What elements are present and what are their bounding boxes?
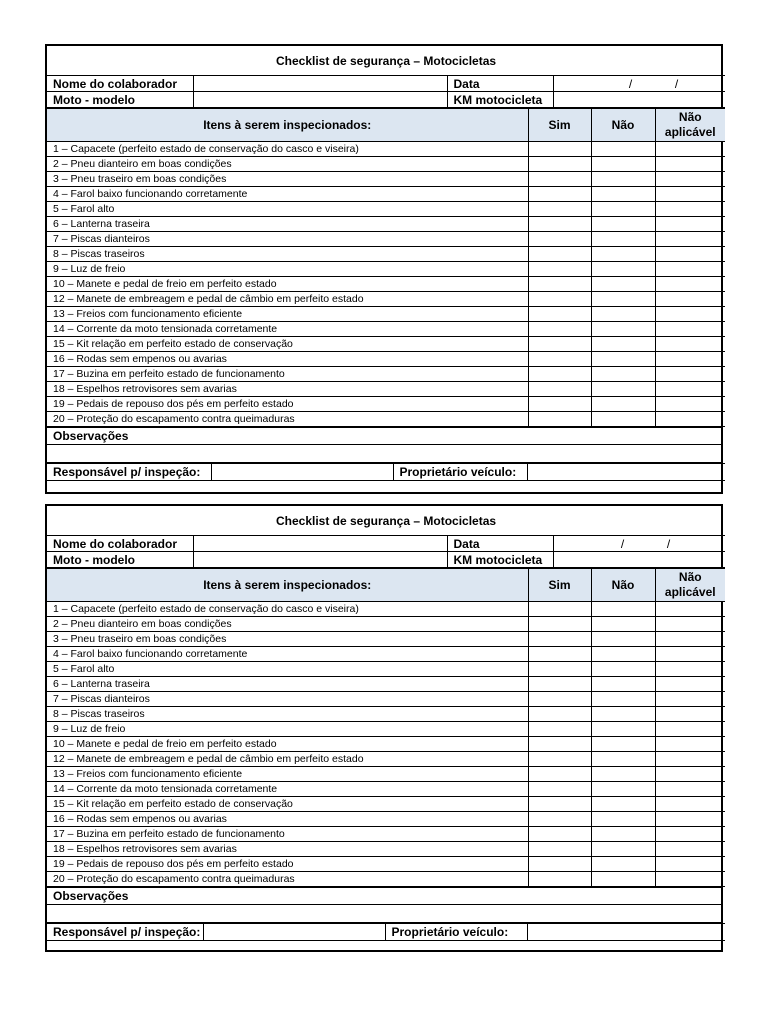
km-label: KM motocicleta	[447, 552, 553, 568]
no-cell[interactable]	[591, 262, 655, 277]
item-label: 1 – Capacete (perfeito estado de conservação do casco e viseira)	[47, 602, 528, 617]
table-row	[47, 307, 725, 322]
table-row	[47, 872, 725, 887]
no-cell[interactable]	[591, 187, 655, 202]
na-cell[interactable]	[655, 382, 725, 397]
na-cell[interactable]	[655, 157, 725, 172]
no-cell[interactable]	[591, 247, 655, 262]
table-row	[47, 632, 725, 647]
item-label: 3 – Pneu traseiro em boas condições	[47, 172, 528, 187]
na-cell[interactable]	[655, 172, 725, 187]
no-cell[interactable]	[591, 722, 655, 737]
na-cell[interactable]	[655, 842, 725, 857]
na-cell[interactable]	[655, 142, 725, 157]
owner-field[interactable]	[527, 464, 725, 481]
no-cell[interactable]	[591, 872, 655, 887]
na-cell[interactable]	[655, 262, 725, 277]
no-cell[interactable]	[591, 172, 655, 187]
table-row	[47, 277, 725, 292]
owner-field[interactable]	[527, 924, 725, 941]
na-cell[interactable]	[655, 367, 725, 382]
model-field[interactable]	[193, 92, 447, 108]
yes-cell[interactable]	[528, 337, 591, 352]
item-label: 12 – Manete de embreagem e pedal de câmbio em perfeito estado	[47, 292, 528, 307]
yes-cell[interactable]	[528, 232, 591, 247]
no-cell[interactable]	[591, 617, 655, 632]
table-row	[47, 337, 725, 352]
no-cell[interactable]	[591, 752, 655, 767]
owner-label: Proprietário veículo:	[393, 464, 527, 481]
date-field[interactable]	[553, 536, 725, 552]
date-label: Data	[447, 76, 553, 92]
yes-cell[interactable]	[528, 217, 591, 232]
na-cell[interactable]	[655, 707, 725, 722]
na-cell[interactable]	[655, 617, 725, 632]
no-cell[interactable]	[591, 397, 655, 412]
item-label: 2 – Pneu dianteiro em boas condições	[47, 617, 528, 632]
item-label: 15 – Kit relação em perfeito estado de conservação	[47, 337, 528, 352]
table-row	[47, 217, 725, 232]
na-header: Não aplicável	[655, 109, 725, 142]
na-cell[interactable]	[655, 752, 725, 767]
checklist-form-1	[45, 44, 723, 494]
yes-cell[interactable]	[528, 307, 591, 322]
yes-cell[interactable]	[528, 827, 591, 842]
table-row	[47, 382, 725, 397]
table-row	[47, 292, 725, 307]
na-cell[interactable]	[655, 337, 725, 352]
item-label: 14 – Corrente da moto tensionada corretamente	[47, 322, 528, 337]
km-field[interactable]	[553, 552, 725, 568]
item-label: 13 – Freios com funcionamento eficiente	[47, 767, 528, 782]
yes-cell[interactable]	[528, 767, 591, 782]
na-cell[interactable]	[655, 857, 725, 872]
item-label: 12 – Manete de embreagem e pedal de câmbio em perfeito estado	[47, 752, 528, 767]
na-cell[interactable]	[655, 397, 725, 412]
no-header: Não	[591, 569, 655, 602]
item-label: 16 – Rodas sem empenos ou avarias	[47, 812, 528, 827]
no-cell[interactable]	[591, 767, 655, 782]
item-label: 16 – Rodas sem empenos ou avarias	[47, 352, 528, 367]
item-label: 10 – Manete e pedal de freio em perfeito estado	[47, 737, 528, 752]
no-cell[interactable]	[591, 217, 655, 232]
yes-cell[interactable]	[528, 782, 591, 797]
item-label: 20 – Proteção do escapamento contra queimaduras	[47, 872, 528, 887]
employee-field[interactable]	[193, 536, 447, 552]
item-label: 6 – Lanterna traseira	[47, 217, 528, 232]
item-label: 5 – Farol alto	[47, 202, 528, 217]
responsible-label: Responsável p/ inspeção:	[47, 464, 211, 481]
yes-cell[interactable]	[528, 292, 591, 307]
yes-cell[interactable]	[528, 722, 591, 737]
yes-cell[interactable]	[528, 187, 591, 202]
table-row	[47, 722, 725, 737]
responsible-label: Responsável p/ inspeção:	[47, 924, 203, 941]
yes-cell[interactable]	[528, 692, 591, 707]
item-label: 9 – Luz de freio	[47, 722, 528, 737]
table-row	[47, 647, 725, 662]
owner-label: Proprietário veículo:	[385, 924, 527, 941]
item-label: 19 – Pedais de repouso dos pés em perfeito estado	[47, 397, 528, 412]
na-cell[interactable]	[655, 812, 725, 827]
yes-cell[interactable]	[528, 352, 591, 367]
yes-header: Sim	[528, 569, 591, 602]
employee-field[interactable]	[193, 76, 447, 92]
employee-label: Nome do colaborador	[47, 76, 193, 92]
yes-cell[interactable]	[528, 752, 591, 767]
km-label: KM motocicleta	[447, 92, 553, 108]
date-separator: /	[620, 536, 625, 551]
na-cell[interactable]	[655, 247, 725, 262]
no-cell[interactable]	[591, 352, 655, 367]
no-cell[interactable]	[591, 602, 655, 617]
items-header: Itens à serem inspecionados:	[47, 109, 528, 142]
yes-cell[interactable]	[528, 617, 591, 632]
no-cell[interactable]	[591, 827, 655, 842]
no-cell[interactable]	[591, 857, 655, 872]
no-cell[interactable]	[591, 142, 655, 157]
items-header: Itens à serem inspecionados:	[47, 569, 528, 602]
table-row	[47, 752, 725, 767]
item-label: 15 – Kit relação em perfeito estado de conservação	[47, 797, 528, 812]
item-label: 2 – Pneu dianteiro em boas condições	[47, 157, 528, 172]
table-row	[47, 247, 725, 262]
no-cell[interactable]	[591, 812, 655, 827]
table-row	[47, 692, 725, 707]
na-cell[interactable]	[655, 722, 725, 737]
na-cell[interactable]	[655, 322, 725, 337]
item-label: 4 – Farol baixo funcionando corretamente	[47, 647, 528, 662]
item-label: 5 – Farol alto	[47, 662, 528, 677]
no-cell[interactable]	[591, 277, 655, 292]
yes-cell[interactable]	[528, 872, 591, 887]
form-title: Checklist de segurança – Motocicletas	[47, 46, 725, 76]
yes-cell[interactable]	[528, 322, 591, 337]
table-row	[47, 737, 725, 752]
item-label: 8 – Piscas traseiros	[47, 247, 528, 262]
yes-cell[interactable]	[528, 842, 591, 857]
yes-header: Sim	[528, 109, 591, 142]
item-label: 3 – Pneu traseiro em boas condições	[47, 632, 528, 647]
no-cell[interactable]	[591, 797, 655, 812]
table-row	[47, 617, 725, 632]
item-label: 4 – Farol baixo funcionando corretamente	[47, 187, 528, 202]
yes-cell[interactable]	[528, 397, 591, 412]
no-cell[interactable]	[591, 782, 655, 797]
model-field[interactable]	[193, 552, 447, 568]
table-row	[47, 677, 725, 692]
yes-cell[interactable]	[528, 857, 591, 872]
na-header: Não aplicável	[655, 569, 725, 602]
table-row	[47, 202, 725, 217]
table-row	[47, 412, 725, 427]
item-label: 20 – Proteção do escapamento contra queimaduras	[47, 412, 528, 427]
observations-field[interactable]	[47, 445, 721, 463]
checklist-form-2	[45, 504, 723, 952]
yes-cell[interactable]	[528, 812, 591, 827]
item-label: 7 – Piscas dianteiros	[47, 692, 528, 707]
form-title: Checklist de segurança – Motocicletas	[47, 506, 725, 536]
no-cell[interactable]	[591, 367, 655, 382]
date-separator: /	[628, 76, 633, 91]
km-field[interactable]	[553, 92, 725, 108]
table-row	[47, 857, 725, 872]
no-cell[interactable]	[591, 292, 655, 307]
na-cell[interactable]	[655, 632, 725, 647]
observations-label: Observações	[47, 888, 721, 905]
yes-cell[interactable]	[528, 247, 591, 262]
inspection-items	[47, 142, 725, 427]
table-row	[47, 602, 725, 617]
no-cell[interactable]	[591, 202, 655, 217]
na-cell[interactable]	[655, 872, 725, 887]
no-cell[interactable]	[591, 707, 655, 722]
table-row	[47, 397, 725, 412]
table-row	[47, 187, 725, 202]
yes-cell[interactable]	[528, 797, 591, 812]
item-label: 13 – Freios com funcionamento eficiente	[47, 307, 528, 322]
na-cell[interactable]	[655, 277, 725, 292]
yes-cell[interactable]	[528, 172, 591, 187]
table-row	[47, 842, 725, 857]
item-label: 9 – Luz de freio	[47, 262, 528, 277]
no-cell[interactable]	[591, 737, 655, 752]
date-separator: /	[674, 76, 679, 91]
item-label: 10 – Manete e pedal de freio em perfeito estado	[47, 277, 528, 292]
yes-cell[interactable]	[528, 647, 591, 662]
na-cell[interactable]	[655, 602, 725, 617]
yes-cell[interactable]	[528, 262, 591, 277]
item-label: 18 – Espelhos retrovisores sem avarias	[47, 842, 528, 857]
date-label: Data	[447, 536, 553, 552]
date-field[interactable]	[553, 76, 725, 92]
na-cell[interactable]	[655, 797, 725, 812]
table-row	[47, 782, 725, 797]
table-row	[47, 767, 725, 782]
table-row	[47, 172, 725, 187]
no-cell[interactable]	[591, 322, 655, 337]
yes-cell[interactable]	[528, 412, 591, 427]
model-label: Moto - modelo	[47, 92, 193, 108]
na-cell[interactable]	[655, 232, 725, 247]
na-cell[interactable]	[655, 352, 725, 367]
item-label: 8 – Piscas traseiros	[47, 707, 528, 722]
item-label: 1 – Capacete (perfeito estado de conservação do casco e viseira)	[47, 142, 528, 157]
table-row	[47, 142, 725, 157]
na-cell[interactable]	[655, 767, 725, 782]
table-row	[47, 367, 725, 382]
na-cell[interactable]	[655, 307, 725, 322]
table-row	[47, 827, 725, 842]
no-header: Não	[591, 109, 655, 142]
model-label: Moto - modelo	[47, 552, 193, 568]
no-cell[interactable]	[591, 307, 655, 322]
no-cell[interactable]	[591, 842, 655, 857]
no-cell[interactable]	[591, 412, 655, 427]
item-label: 6 – Lanterna traseira	[47, 677, 528, 692]
item-label: 14 – Corrente da moto tensionada corretamente	[47, 782, 528, 797]
na-cell[interactable]	[655, 737, 725, 752]
no-cell[interactable]	[591, 692, 655, 707]
no-cell[interactable]	[591, 662, 655, 677]
yes-cell[interactable]	[528, 602, 591, 617]
table-row	[47, 352, 725, 367]
item-label: 7 – Piscas dianteiros	[47, 232, 528, 247]
na-cell[interactable]	[655, 187, 725, 202]
inspection-items	[47, 602, 725, 887]
table-row	[47, 707, 725, 722]
item-label: 18 – Espelhos retrovisores sem avarias	[47, 382, 528, 397]
no-cell[interactable]	[591, 337, 655, 352]
responsible-field[interactable]	[211, 464, 393, 481]
na-cell[interactable]	[655, 647, 725, 662]
item-label: 19 – Pedais de repouso dos pés em perfeito estado	[47, 857, 528, 872]
yes-cell[interactable]	[528, 632, 591, 647]
yes-cell[interactable]	[528, 382, 591, 397]
table-row	[47, 262, 725, 277]
na-cell[interactable]	[655, 202, 725, 217]
item-label: 17 – Buzina em perfeito estado de funcionamento	[47, 367, 528, 382]
na-cell[interactable]	[655, 412, 725, 427]
table-row	[47, 157, 725, 172]
no-cell[interactable]	[591, 677, 655, 692]
observations-label: Observações	[47, 428, 721, 445]
table-row	[47, 322, 725, 337]
yes-cell[interactable]	[528, 707, 591, 722]
yes-cell[interactable]	[528, 202, 591, 217]
na-cell[interactable]	[655, 677, 725, 692]
yes-cell[interactable]	[528, 367, 591, 382]
yes-cell[interactable]	[528, 157, 591, 172]
na-cell[interactable]	[655, 217, 725, 232]
date-separator: /	[666, 536, 671, 551]
na-cell[interactable]	[655, 292, 725, 307]
na-cell[interactable]	[655, 827, 725, 842]
table-row	[47, 232, 725, 247]
na-cell[interactable]	[655, 692, 725, 707]
table-row	[47, 662, 725, 677]
no-cell[interactable]	[591, 157, 655, 172]
na-cell[interactable]	[655, 782, 725, 797]
item-label: 17 – Buzina em perfeito estado de funcionamento	[47, 827, 528, 842]
yes-cell[interactable]	[528, 142, 591, 157]
na-cell[interactable]	[655, 662, 725, 677]
yes-cell[interactable]	[528, 677, 591, 692]
no-cell[interactable]	[591, 382, 655, 397]
responsible-field[interactable]	[203, 924, 385, 941]
yes-cell[interactable]	[528, 737, 591, 752]
table-row	[47, 797, 725, 812]
observations-field[interactable]	[47, 905, 721, 923]
yes-cell[interactable]	[528, 277, 591, 292]
no-cell[interactable]	[591, 232, 655, 247]
table-row	[47, 812, 725, 827]
no-cell[interactable]	[591, 647, 655, 662]
no-cell[interactable]	[591, 632, 655, 647]
employee-label: Nome do colaborador	[47, 536, 193, 552]
yes-cell[interactable]	[528, 662, 591, 677]
